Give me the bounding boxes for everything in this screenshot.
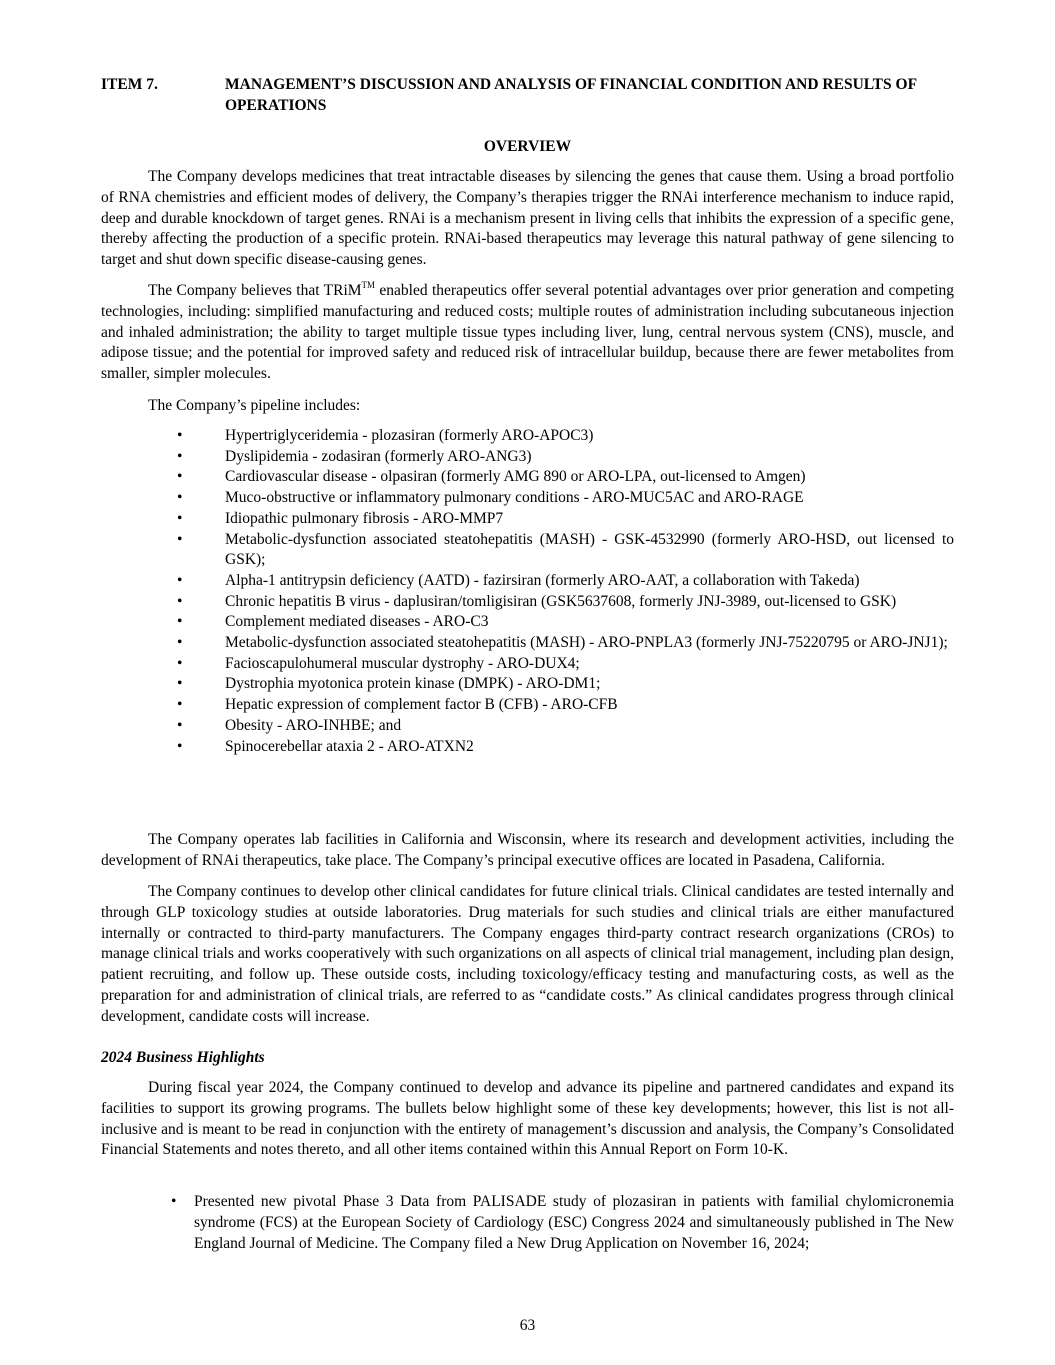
- overview-paragraph-3: The Company operates lab facilities in California and Wisconsin, where its research and development activities, including the development of RNAi therapeutics, take place. The Company’s principal executive offices are located in Pasadena, California.: [101, 831, 954, 869]
- list-item: [101, 592, 954, 613]
- list-item-text: Hepatic expression of complement factor B (CFB) - ARO-CFB: [225, 696, 618, 714]
- page-number: 63: [519, 1317, 536, 1334]
- highlights-list: [101, 1192, 954, 1254]
- pipeline-list: [101, 426, 954, 757]
- list-item: [101, 1192, 954, 1254]
- bullet-icon: •: [177, 696, 183, 714]
- list-item: [101, 633, 954, 654]
- pipeline-intro: The Company’s pipeline includes:: [148, 397, 361, 414]
- list-item-text: Presented new pivotal Phase 3 Data from PALISADE study of plozasiran in patients with familial chylomicronemia syndrome (FCS) at the European Society of Cardiology (ESC) Congress 2024 and simultaneously published in The New England Journal of Medicine. The Company filed a New Drug Application on November 16, 2024;: [194, 1193, 954, 1252]
- list-item-text: Alpha-1 antitrypsin deficiency (AATD) - fazirsiran (formerly ARO-AAT, a collaboration with Takeda): [225, 571, 860, 589]
- bullet-icon: •: [177, 447, 183, 465]
- list-item: [101, 716, 954, 737]
- bullet-icon: •: [177, 737, 183, 755]
- highlights-heading: 2024 Business Highlights: [101, 1049, 265, 1066]
- overview-heading: OVERVIEW: [483, 138, 572, 155]
- overview-paragraph-2: [101, 281, 954, 385]
- list-item: [101, 447, 954, 468]
- list-item-text: Facioscapulohumeral muscular dystrophy - ARO-DUX4;: [225, 654, 580, 672]
- bullet-icon: •: [177, 530, 183, 548]
- list-item-text: Dystrophia myotonica protein kinase (DMPK) - ARO-DM1;: [225, 675, 601, 693]
- trim-text: The Company believes that TRiM: [148, 282, 362, 299]
- list-item: [101, 571, 954, 592]
- bullet-icon: •: [177, 613, 183, 631]
- list-item: [101, 654, 954, 675]
- list-item-text: Metabolic-dysfunction associated steatohepatitis (MASH) - ARO-PNPLA3 (formerly JNJ-75220795 or ARO-JNJ1);: [225, 634, 948, 652]
- list-item-text: Complement mediated diseases - ARO-C3: [225, 613, 489, 631]
- bullet-icon: •: [177, 489, 183, 507]
- list-item: [101, 737, 954, 758]
- list-item-text: Metabolic-dysfunction associated steatohepatitis (MASH) - GSK-4532990 (formerly ARO-HSD, out licensed to GSK);: [225, 530, 954, 569]
- overview-paragraph-4: The Company continues to develop other clinical candidates for future clinical trials. Clinical candidates are tested internally and through GLP toxicology studies at outside laboratories. Drug materials for such studies and clinical trials are either manufactured internally or contracted to third-party manufacturers. The Company engages third-party contract research organizations (CROs) to manage clinical trials and works cooperatively with such organizations on all aspects of clinical trial management, including plan design, patient recruiting, and follow up. These outside costs, including toxicology/efficacy testing and manufacturing costs, as well as the preparation for and administration of clinical trials, are referred to as “candidate costs.” As clinical candidates progress through clinical development, candidate costs will increase.: [101, 883, 954, 1025]
- bullet-icon: •: [171, 1193, 177, 1210]
- overview-paragraph-1: The Company develops medicines that treat intractable diseases by silencing the genes that cause them. Using a broad portfolio of RNA chemistries and efficient modes of delivery, the Company’s therapies trigger the RNAi interference mechanism to induce rapid, deep and durable knockdown of target genes. RNAi is a mechanism present in living cells that inhibits the expression of a specific gene, thereby affecting the production of a specific protein. RNAi-based therapeutics may leverage this natural pathway of gene silencing to target and shut down specific disease-causing genes.: [101, 168, 954, 269]
- list-item: [101, 612, 954, 633]
- item-title: MANAGEMENT’S DISCUSSION AND ANALYSIS OF FINANCIAL CONDITION AND RESULTS OF OPERATIONS: [225, 76, 917, 114]
- bullet-icon: •: [177, 716, 183, 734]
- bullet-icon: •: [177, 509, 183, 527]
- list-item: [101, 488, 954, 509]
- bullet-icon: •: [177, 427, 183, 444]
- bullet-icon: •: [177, 634, 183, 652]
- list-item: [101, 426, 954, 447]
- item-number: ITEM 7.: [101, 76, 158, 93]
- bullet-icon: •: [177, 468, 183, 486]
- list-item-text: Cardiovascular disease - olpasiran (formerly AMG 890 or ARO-LPA, out-licensed to Amgen): [225, 468, 806, 486]
- list-item: [101, 467, 954, 488]
- list-item-text: Obesity - ARO-INHBE; and: [225, 716, 402, 734]
- list-item: [101, 509, 954, 530]
- list-item: [101, 530, 954, 571]
- trademark-mark: TM: [361, 280, 376, 290]
- list-item-text: Dyslipidemia - zodasiran (formerly ARO-ANG3): [225, 447, 532, 465]
- paragraph-2-rest: enabled therapeutics offer several potential advantages over prior generation and competing technologies, including: simplified manufacturing and reduced costs; multiple routes of administration including subcutaneous injection and inhaled administration; the ability to target multiple tissue types including liver, lung, central nervous system (CNS), muscle, and adipose tissue; and the potential for improved safety and reduced risk of intracellular buildup, because there are fewer metabolites from smaller, simpler molecules.: [101, 282, 954, 383]
- bullet-icon: •: [177, 571, 183, 589]
- bullet-icon: •: [177, 654, 183, 672]
- bullet-icon: •: [177, 675, 183, 693]
- highlights-paragraph: During fiscal year 2024, the Company continued to develop and advance its pipeline and partnered candidates and expand its facilities to support its growing programs. The bullets below highlight some of these key developments; however, this list is not all-inclusive and is meant to be read in conjunction with the entirety of management’s discussion and analysis, the Company’s Consolidated Financial Statements and notes thereto, and all other items contained within this Annual Report on Form 10-K.: [101, 1079, 954, 1159]
- list-item: [101, 674, 954, 695]
- list-item-text: Chronic hepatitis B virus - daplusiran/tomligisiran (GSK5637608, formerly JNJ-3989, out-licensed to GSK): [225, 592, 897, 610]
- list-item-text: Hypertriglyceridemia - plozasiran (formerly ARO-APOC3): [225, 427, 594, 444]
- list-item-text: Spinocerebellar ataxia 2 - ARO-ATXN2: [225, 737, 474, 755]
- list-item-text: Muco-obstructive or inflammatory pulmonary conditions - ARO-MUC5AC and ARO-RAGE: [225, 489, 804, 507]
- list-item-text: Idiopathic pulmonary fibrosis - ARO-MMP7: [225, 509, 504, 527]
- bullet-icon: •: [177, 592, 183, 610]
- list-item: [101, 695, 954, 716]
